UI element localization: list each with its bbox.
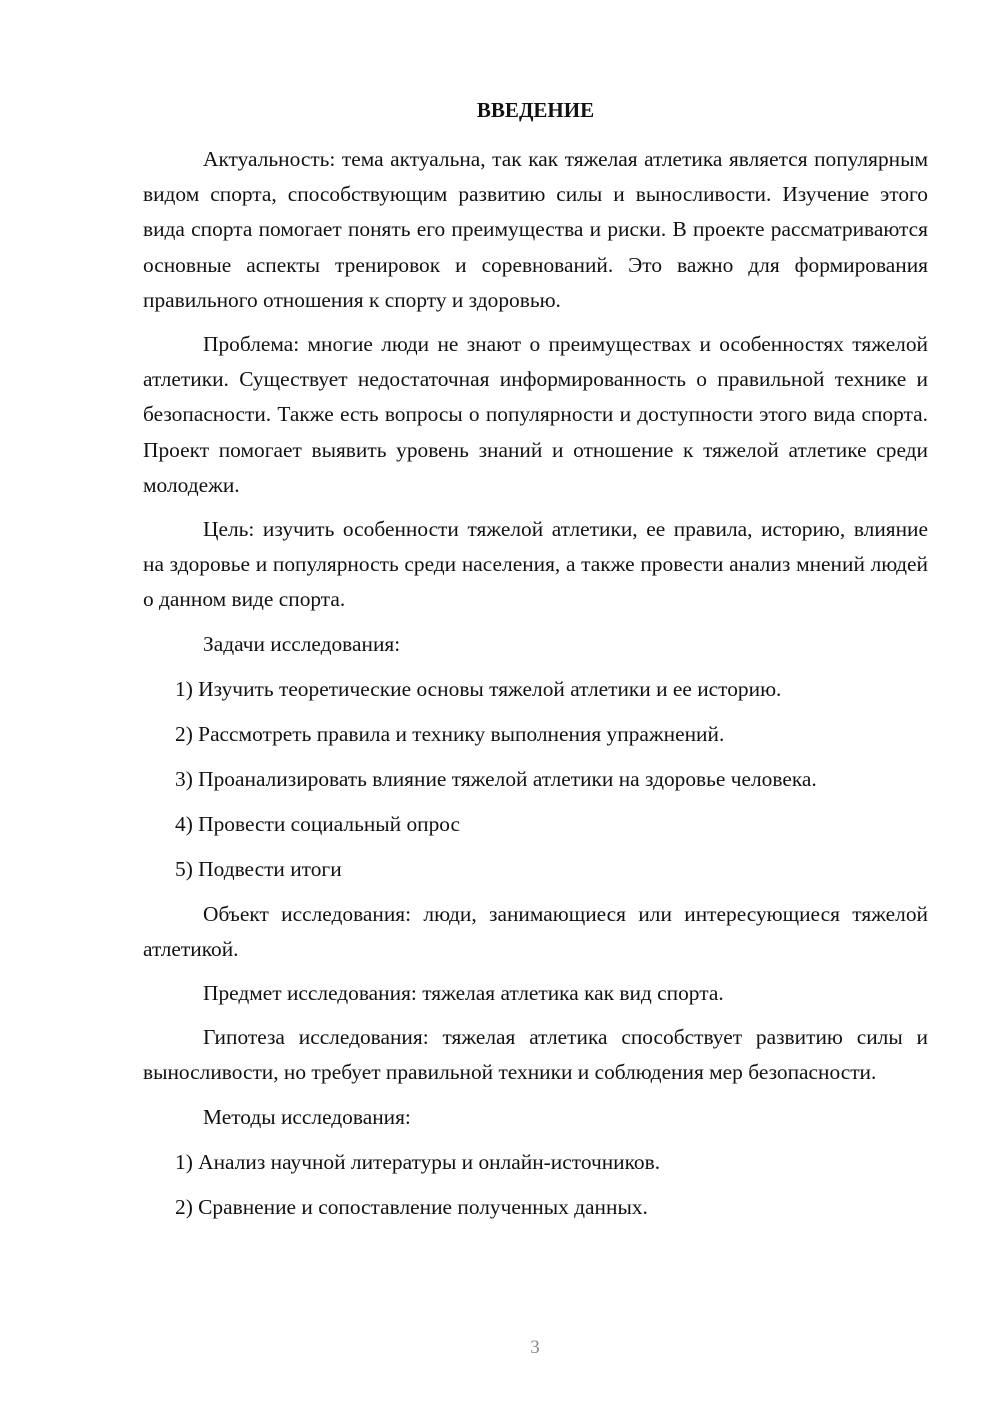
hypothesis-paragraph: Гипотеза исследования: тяжелая атлетика способствует развитию силы и выносливости, но требует правильной техники и соблюдения мер безопасности. [143, 1025, 928, 1085]
section-title: ВВЕДЕНИЕ [476, 98, 595, 122]
subject-paragraph: Предмет исследования: тяжелая атлетика как вид спорта. [203, 981, 724, 1006]
task-item: 1) Изучить теоретические основы тяжелой атлетики и ее историю. [175, 676, 782, 701]
document-body [143, 142, 928, 1235]
relevance-paragraph: Актуальность: тема актуальна, так как тяжелая атлетика является популярным видом спорта, способствующим развитию силы и выносливости. Изучение этого вида спорта помогает понять его преимущества и риски. В проекте рассматриваются основные аспекты тренировок и соревнований. Это важно для формирования правильного отношения к спорту и здоровью. [143, 147, 928, 312]
method-item: 2) Сравнение и сопоставление полученных данных. [175, 1194, 648, 1219]
page-number: 3 [530, 1337, 540, 1358]
method-item: 1) Анализ научной литературы и онлайн-источников. [175, 1149, 661, 1174]
goal-paragraph: Цель: изучить особенности тяжелой атлетики, ее правила, историю, влияние на здоровье и популярность среди населения, а также провести анализ мнений людей о данном виде спорта. [143, 517, 928, 612]
methods-label: Методы исследования: [203, 1104, 411, 1129]
tasks-label: Задачи исследования: [203, 631, 401, 656]
task-item: 4) Провести социальный опрос [175, 811, 461, 836]
problem-paragraph: Проблема: многие люди не знают о преимуществах и особенностях тяжелой атлетики. Существует недостаточная информированность о правильной технике и безопасности. Также есть вопросы о популярности и доступности этого вида спорта. Проект помогает выявить уровень знаний и отношение к тяжелой атлетике среди молодежи. [143, 332, 928, 497]
object-paragraph: Объект исследования: люди, занимающиеся или интересующиеся тяжелой атлетикой. [143, 901, 928, 961]
task-item: 3) Проанализировать влияние тяжелой атлетики на здоровье человека. [175, 766, 817, 791]
task-item: 5) Подвести итоги [175, 856, 342, 881]
task-item: 2) Рассмотреть правила и технику выполнения упражнений. [175, 721, 725, 746]
